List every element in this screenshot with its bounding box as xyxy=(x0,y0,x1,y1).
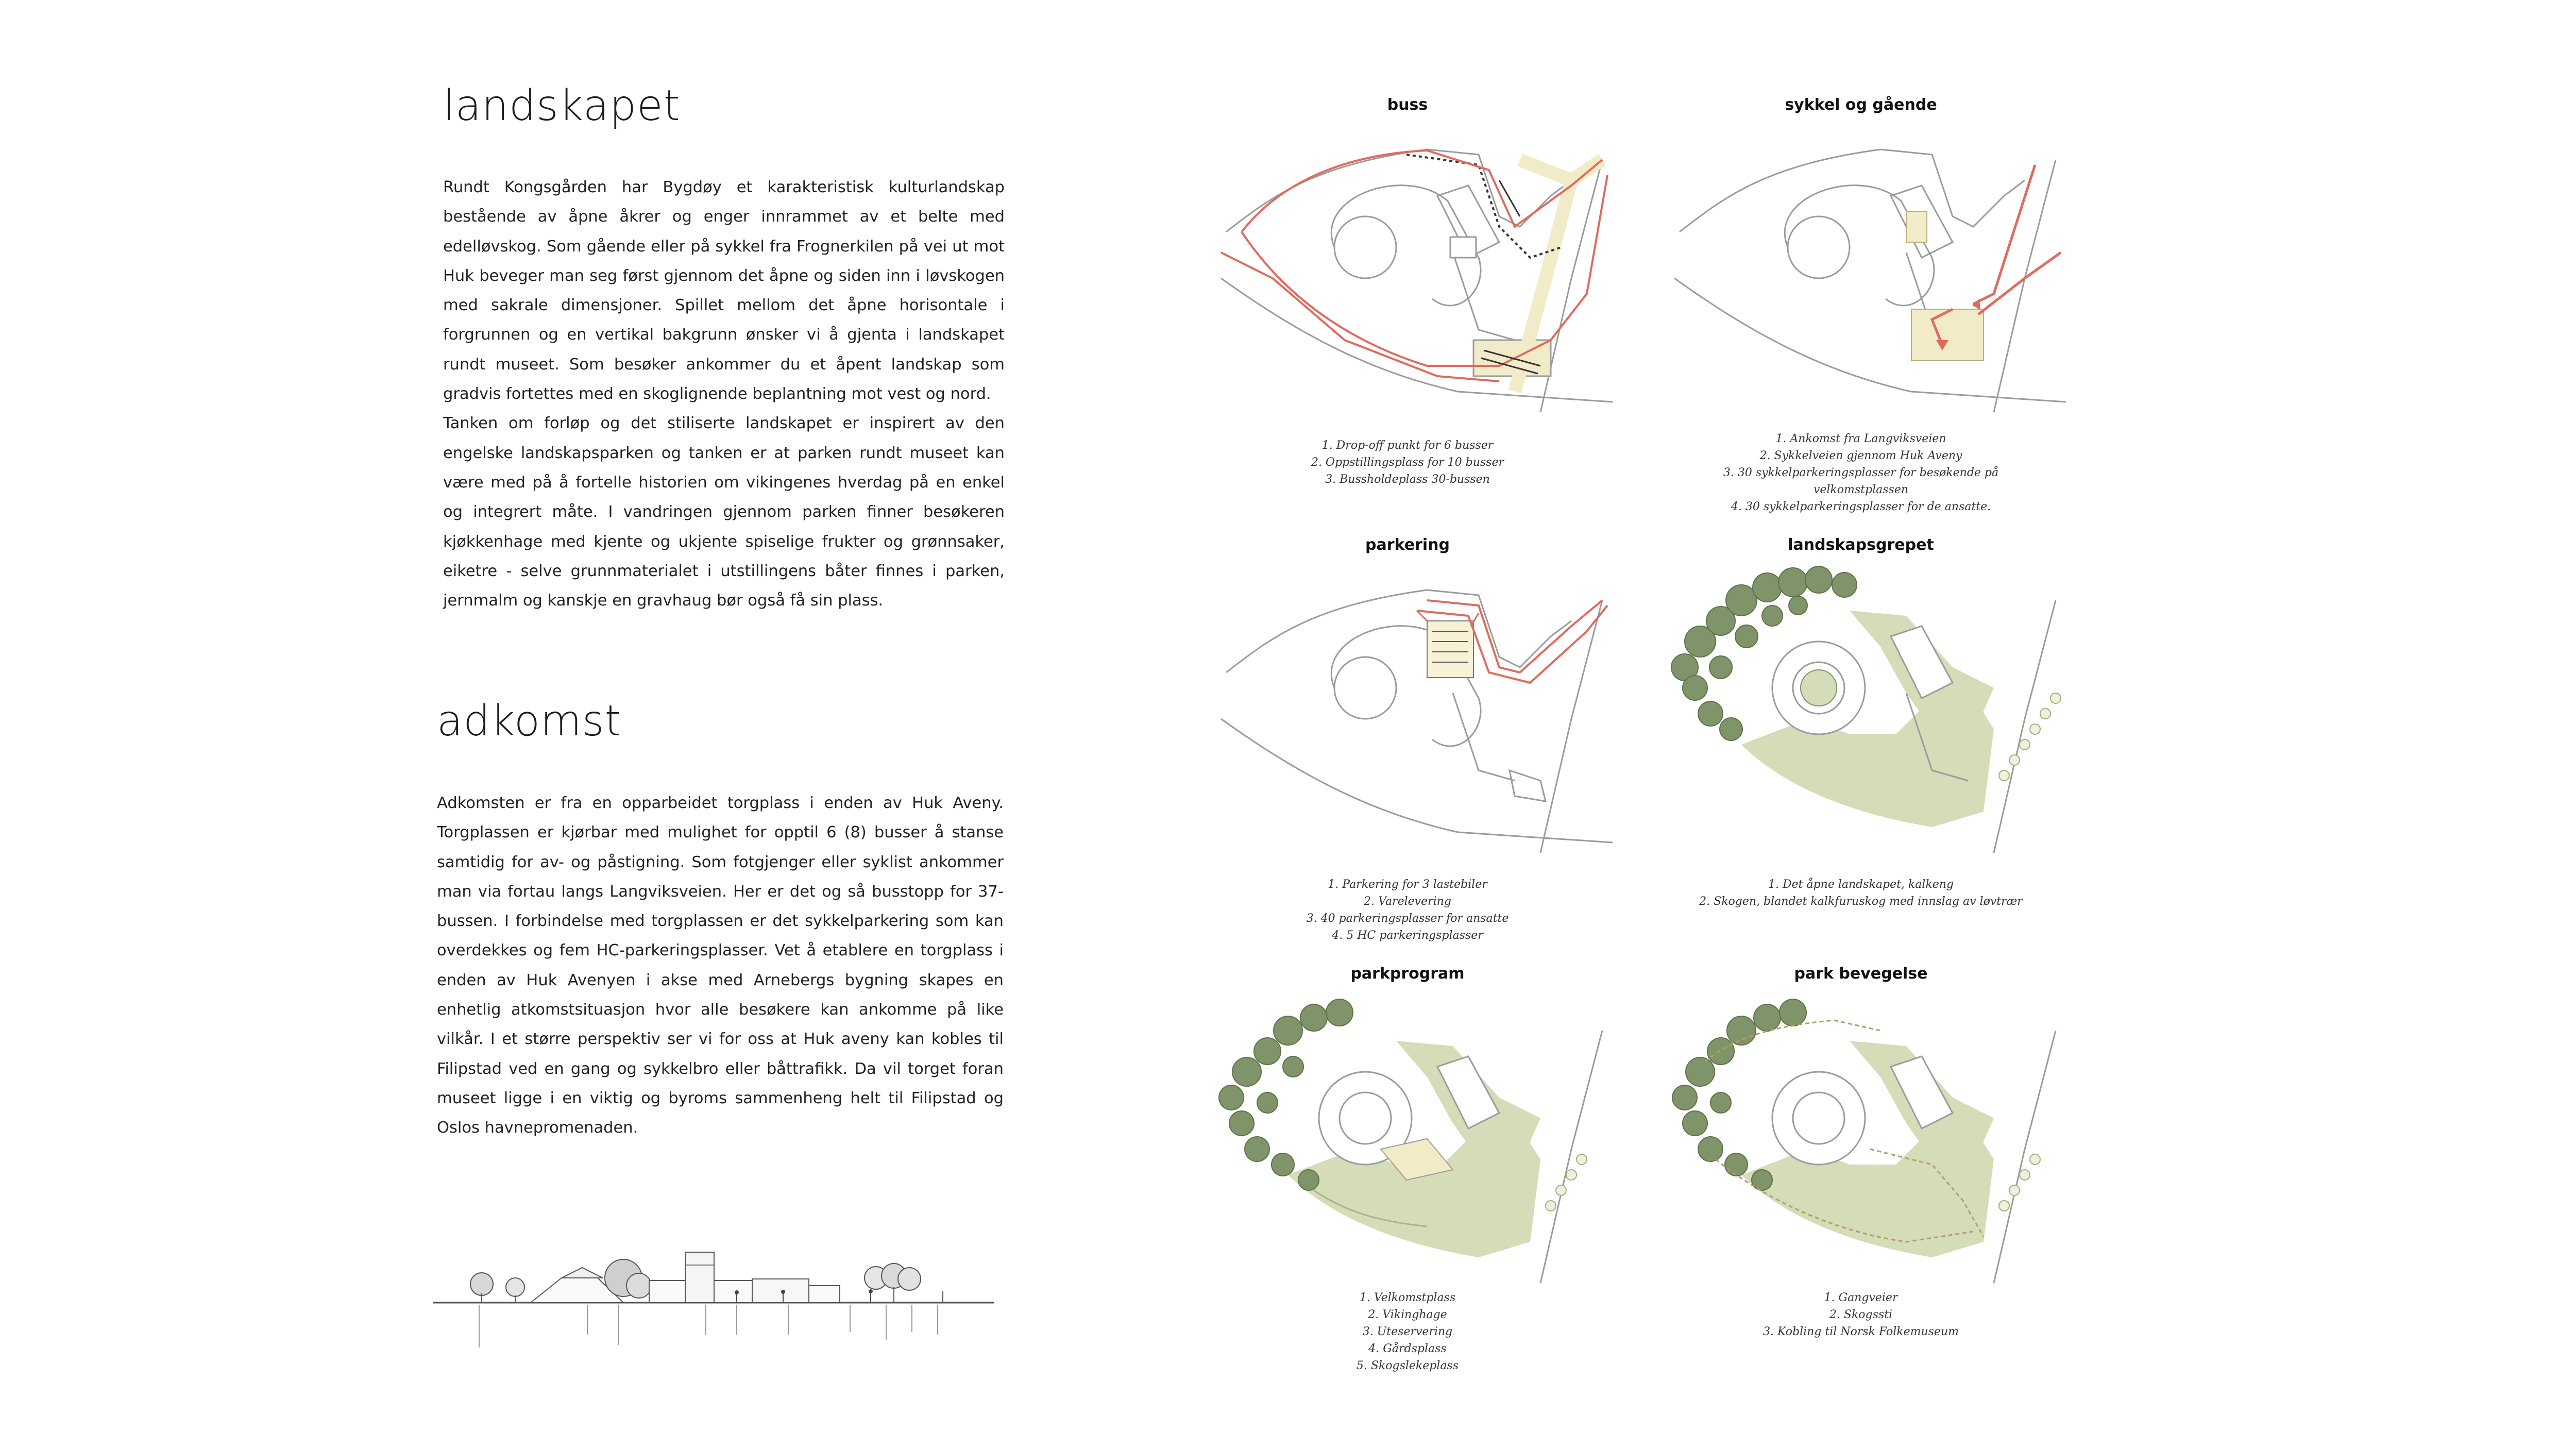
caption-line: 3. Bussholdeplass 30-bussen xyxy=(1325,473,1490,486)
heading-adkomst: adkomst xyxy=(437,697,622,746)
caption-park-bevegelse xyxy=(1696,1289,2026,1340)
map-landskapsgrepet xyxy=(1664,564,2076,853)
map-parkprogram xyxy=(1211,995,1623,1283)
caption-sykkel xyxy=(1696,430,2026,515)
caption-line: 2. Varelevering xyxy=(1364,895,1451,908)
caption-parkering xyxy=(1243,876,1572,944)
map-buss xyxy=(1211,124,1623,412)
caption-parkprogram xyxy=(1243,1289,1572,1374)
adkomst-text xyxy=(437,788,1004,1143)
caption-line: 3. 40 parkeringsplasser for ansatte xyxy=(1306,912,1509,925)
panel-title-sykkel: sykkel og gående xyxy=(1785,96,1937,114)
caption-line: 2. Vikinghage xyxy=(1368,1308,1447,1321)
landskapet-text xyxy=(443,173,1005,615)
adkomst-paragraph-1: Adkomsten er fra en opparbeidet torgplass i enden av Huk Aveny. Torgplassen er kjørbar med mulighet for opptil 6 (8) busser å stanse samtidig for av- og påstigning. Som fotgjenger eller syklist ankommer man via fortau langs Langviksveien. Her er det og så busstopp for 37-bussen. I forbindelse med torgplassen er det sykkelparkering som kan overdekkes og fem HC-parkeringsplasser. Vet å etablere en torgplass i enden av Huk Avenyen i akse med Arnebergs bygning skapes en enhetlig atkomstsituasjon hvor alle besøkere kan ankomme på like vilkår. I et større perspektiv ser vi for oss at Huk aveny kan kobles til Filipstad ved en gang og sykkelbro eller båttrafikk. Da vil torget foran museet ligge i en viktig og byroms sammenheng helt til Filipstad og Oslos havnepromenaden. xyxy=(437,794,1004,1137)
heading-landskapet: landskapet xyxy=(443,81,681,130)
caption-line: 1. Velkomstplass xyxy=(1359,1291,1456,1304)
caption-line: 4. 30 sykkelparkeringsplasser for de ansatte. xyxy=(1731,500,1991,513)
map-sykkel-og-gaende xyxy=(1664,124,2076,412)
caption-line: 1. Drop-off punkt for 6 busser xyxy=(1321,439,1494,452)
caption-line: 5. Skogslekeplass xyxy=(1356,1359,1459,1372)
caption-line: 3. 30 sykkelparkeringsplasser for besøkende på velkomstplassen xyxy=(1723,466,1999,496)
caption-line: 3. Kobling til Norsk Folkemuseum xyxy=(1762,1325,1959,1338)
caption-line: 2. Oppstillingsplass for 10 busser xyxy=(1311,456,1504,469)
caption-line: 1. Ankomst fra Langviksveien xyxy=(1775,432,1946,445)
caption-landskapsgrepet xyxy=(1696,876,2026,910)
panel-title-park-bevegelse: park bevegelse xyxy=(1794,965,1928,983)
caption-line: 2. Skogen, blandet kalkfuruskog med innslag av løvtrær xyxy=(1699,895,2023,908)
caption-line: 2. Skogssti xyxy=(1829,1308,1893,1321)
map-parkering xyxy=(1211,564,1623,853)
caption-line: 3. Uteservering xyxy=(1362,1325,1453,1338)
panel-title-buss: buss xyxy=(1387,96,1428,114)
caption-line: 1. Parkering for 3 lastebiler xyxy=(1328,878,1487,891)
panel-title-parkprogram: parkprogram xyxy=(1350,965,1465,983)
caption-line: 1. Gangveier xyxy=(1824,1291,1898,1304)
landscape-section-drawing xyxy=(428,1242,999,1376)
map-park-bevegelse xyxy=(1664,995,2076,1283)
landskapet-paragraph-1: Rundt Kongsgården har Bygdøy et karakteristisk kulturlandskap bestående av åpne åkrer og enger innrammet av et belte med edelløvskog. Som gående eller på sykkel fra Frognerkilen på vei ut mot Huk beveger man seg først gjennom det åpne og siden inn i løvskogen med sakrale dimensjoner. Spillet mellom det åpne horisontale i forgrunnen og en vertikal bakgrunn ønsker vi å gjenta i landskapet rundt museet. Som besøker ankommer du et åpent landskap som gradvis fortettes med en skoglignende beplantning mot vest og nord. xyxy=(443,178,1005,403)
panel-title-landskapsgrepet: landskapsgrepet xyxy=(1788,536,1934,554)
panel-title-parkering: parkering xyxy=(1365,536,1450,554)
caption-line: 4. Gårdsplass xyxy=(1368,1342,1447,1355)
caption-buss xyxy=(1243,437,1572,488)
caption-line: 2. Sykkelveien gjennom Huk Aveny xyxy=(1759,449,1962,462)
landskapet-paragraph-2: Tanken om forløp og det stiliserte landskapet er inspirert av den engelske landskapsparken og tanken er at parken rundt museet kan være med på å fortelle historien om vikingenes hverdag på en enkel og integrert måte. I vandringen gjennom parken finner besøkeren kjøkkenhage med kjente og ukjente spiselige frukter og grønnsaker, eiketre - selve grunnmaterialet i utstillingens båter finnes i parken, jernmalm og kanskje en gravhaug bør også få sin plass. xyxy=(443,414,1005,610)
caption-line: 4. 5 HC parkeringsplasser xyxy=(1332,929,1483,942)
caption-line: 1. Det åpne landskapet, kalkeng xyxy=(1768,878,1954,891)
